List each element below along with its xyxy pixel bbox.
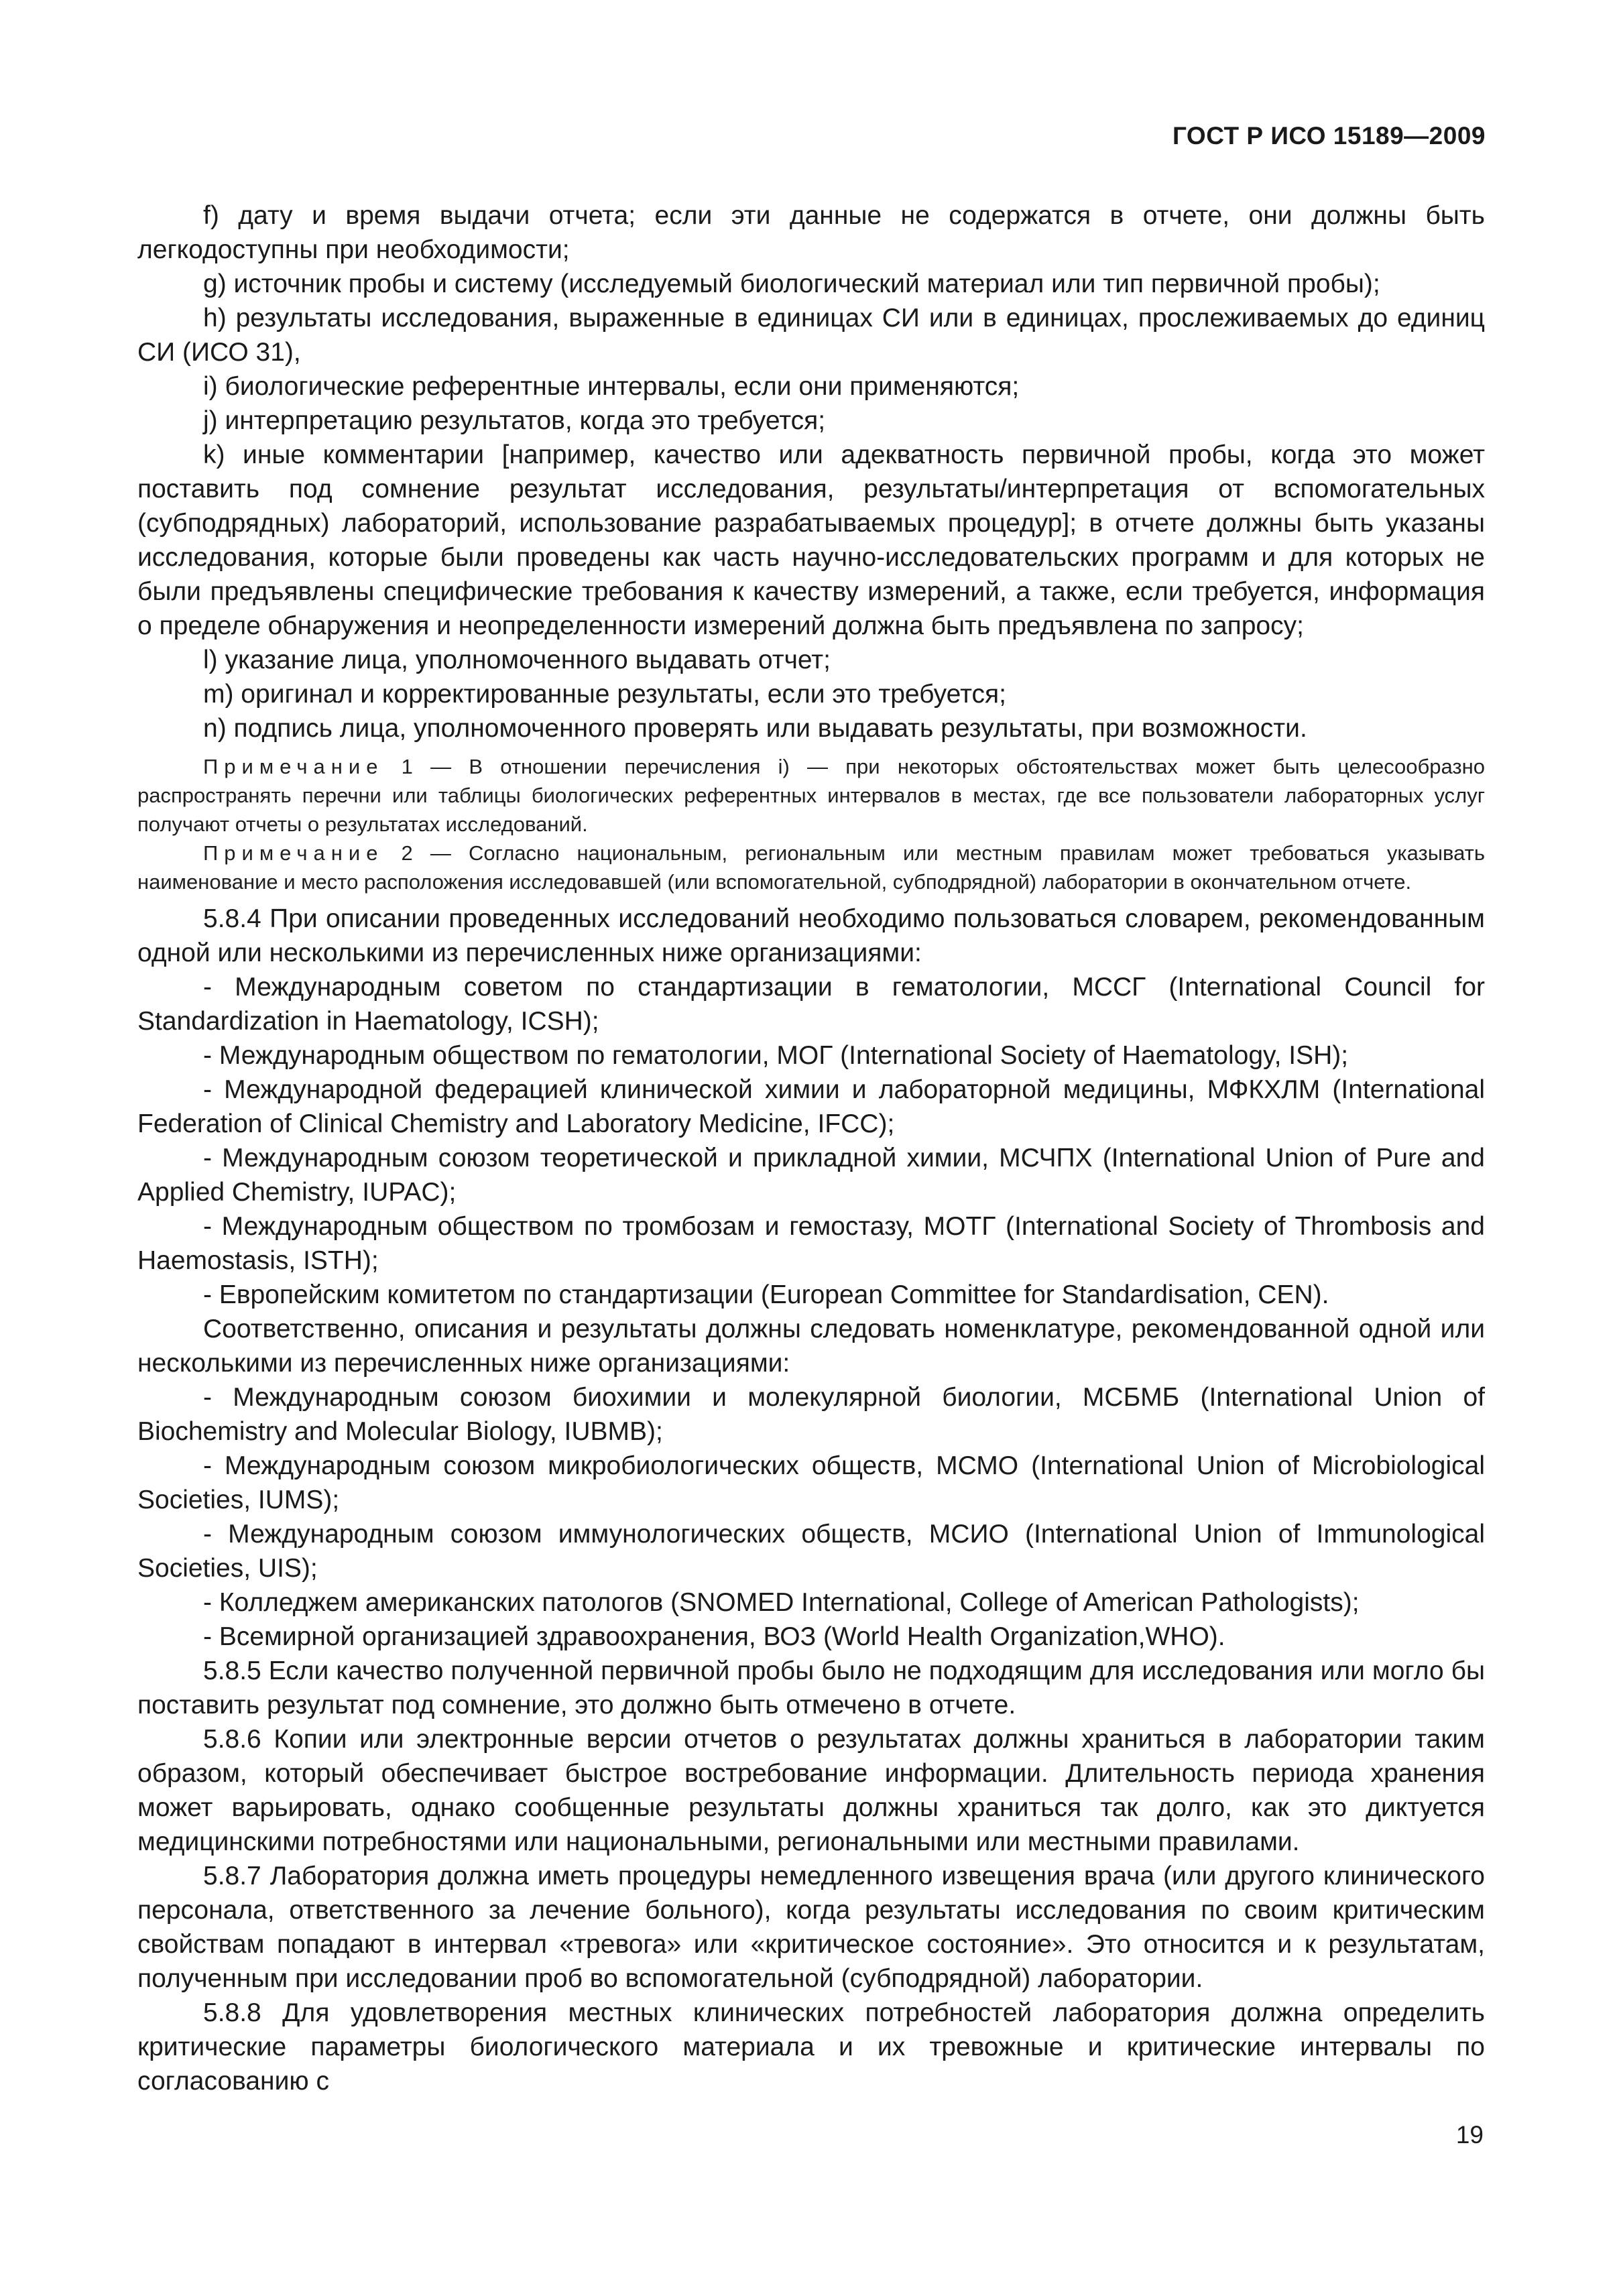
org-uis: - Международным союзом иммунологических обществ, МСИО (International Union of Immunological Societies, UIS); (137, 1520, 1485, 1583)
note-1 (137, 752, 1485, 839)
section-5-8-7: 5.8.7 Лаборатория должна иметь процедуры немедленного извещения врача (или другого клинического персонала, ответственного за лечение больного), когда результаты исследования по своим критическим свойствам попадают в интервал «тревога» или «критическое состояние». Это относится и к результатам, полученным при исследовании проб во вспомогательной (субподрядной) лаборатории. (137, 1862, 1485, 1993)
note-2 (137, 839, 1485, 896)
org-icsh: - Международным советом по стандартизации в гематологии, МССГ (International Council for Standardization in Haematology, ICSH); (137, 973, 1485, 1036)
section-5-8-6: 5.8.6 Копии или электронные версии отчетов о результатах должны храниться в лаборатории таким образом, который обеспечивает быстрое востребование информации. Длительность периода хранения может варьировать, однако сообщенные результаты должны храниться так долго, как это диктуется медицинскими потребностями или национальными, региональными или местными правилами. (137, 1725, 1485, 1856)
section-5-8-8: 5.8.8 Для удовлетворения местных клинических потребностей лаборатория должна определить критические параметры биологического материала и их тревожные и критические интервалы по согласованию с (137, 1998, 1485, 2096)
list-item-k: k) иные комментарии [например, качество или адекватность первичной пробы, когда это может поставить под сомнение результат исследования, результаты/интерпретация от вспомогательных (субподрядных) лабораторий, использование разрабатываемых процедур]; в отчете должны быть указаны исследования, которые были проведены как часть научно-исследовательских программ и для которых не были предъявлены специфические требования к качеству измерений, а также, если требуется, информация о пределе обнаружения и неопределенности измерений должна быть предъявлена по запросу; (137, 440, 1485, 640)
nomenclature-intro: Соответственно, описания и результаты должны следовать номенклатуре, рекомендованной одной или несколькими из перечисленных ниже организациями: (137, 1315, 1485, 1378)
org-snomed: - Колледжем американских патологов (SNOMED International, College of American Pathologists); (203, 1588, 1360, 1617)
list-item-n: n) подпись лица, уполномоченного проверять или выдавать результаты, при возможности. (203, 714, 1307, 743)
list-item-m: m) оригинал и корректированные результаты, если это требуется; (203, 680, 1006, 709)
list-item-g: g) источник пробы и систему (исследуемый биологический материал или тип первичной пробы); (203, 269, 1380, 298)
org-ifcc: - Международной федерацией клинической химии и лабораторной медицины, МФКХЛМ (International Federation of Clinical Chemistry and Laboratory Medicine, IFCC); (137, 1075, 1485, 1138)
document-code-header: ГОСТ Р ИСО 15189—2009 (1172, 122, 1486, 149)
document-body (137, 198, 1485, 2098)
list-item-l: l) указание лица, уполномоченного выдавать отчет; (203, 646, 831, 674)
note-2-label: Примечание (203, 841, 384, 865)
section-5-8-4-intro: 5.8.4 При описании проведенных исследований необходимо пользоваться словарем, рекомендованным одной или несколькими из перечисленных ниже организациями: (137, 904, 1485, 967)
page-number: 19 (1455, 2121, 1484, 2149)
org-who: - Всемирной организацией здравоохранения, ВОЗ (World Health Organization,WHO). (203, 1622, 1225, 1651)
note-1-text: 1 — В отношении перечисления i) — при некоторых обстоятельствах может быть целесообразно распространять перечни или таблицы биологических референтных интервалов в местах, где все пользователи лабораторных услуг получают отчеты о результатах исследований. (137, 755, 1485, 836)
list-item-i: i) биологические референтные интервалы, если они применяются; (203, 372, 1020, 401)
org-ish: - Международным обществом по гематологии, МОГ (International Society of Haematology, ISH); (203, 1041, 1349, 1070)
org-isth: - Международным обществом по тромбозам и гемостазу, МОТГ (International Society of Thrombosis and Haemostasis, ISTH); (137, 1212, 1485, 1275)
note-1-label: Примечание (203, 755, 384, 778)
note-2-text: 2 — Согласно национальным, региональным или местным правилам может требоваться указывать наименование и место расположения исследовавшей (или вспомогательной, субподрядной) лаборатории в окончательном отчете. (137, 841, 1485, 894)
org-iums: - Международным союзом микробиологических обществ, МСМО (International Union of Microbiological Societies, IUMS); (137, 1451, 1485, 1514)
section-5-8-5: 5.8.5 Если качество полученной первичной пробы было не подходящим для исследования или могло бы поставить результат под сомнение, это должно быть отмечено в отчете. (137, 1656, 1485, 1719)
org-iupac: - Международным союзом теоретической и прикладной химии, МСЧПХ (International Union of Pure and Applied Chemistry, IUPAC); (137, 1144, 1485, 1207)
org-iubmb: - Международным союзом биохимии и молекулярной биологии, МСБМБ (International Union of Biochemistry and Molecular Biology, IUBMB); (137, 1383, 1485, 1446)
list-item-h: h) результаты исследования, выраженные в единицах СИ или в единицах, прослеживаемых до единиц СИ (ИСО 31), (137, 304, 1485, 367)
list-item-f: f) дату и время выдачи отчета; если эти данные не содержатся в отчете, они должны быть легкодоступны при необходимости; (137, 201, 1485, 264)
org-cen: - Европейским комитетом по стандартизации (European Committee for Standardisation, CEN). (203, 1280, 1329, 1309)
list-item-j: j) интерпретацию результатов, когда это требуется; (203, 406, 826, 435)
